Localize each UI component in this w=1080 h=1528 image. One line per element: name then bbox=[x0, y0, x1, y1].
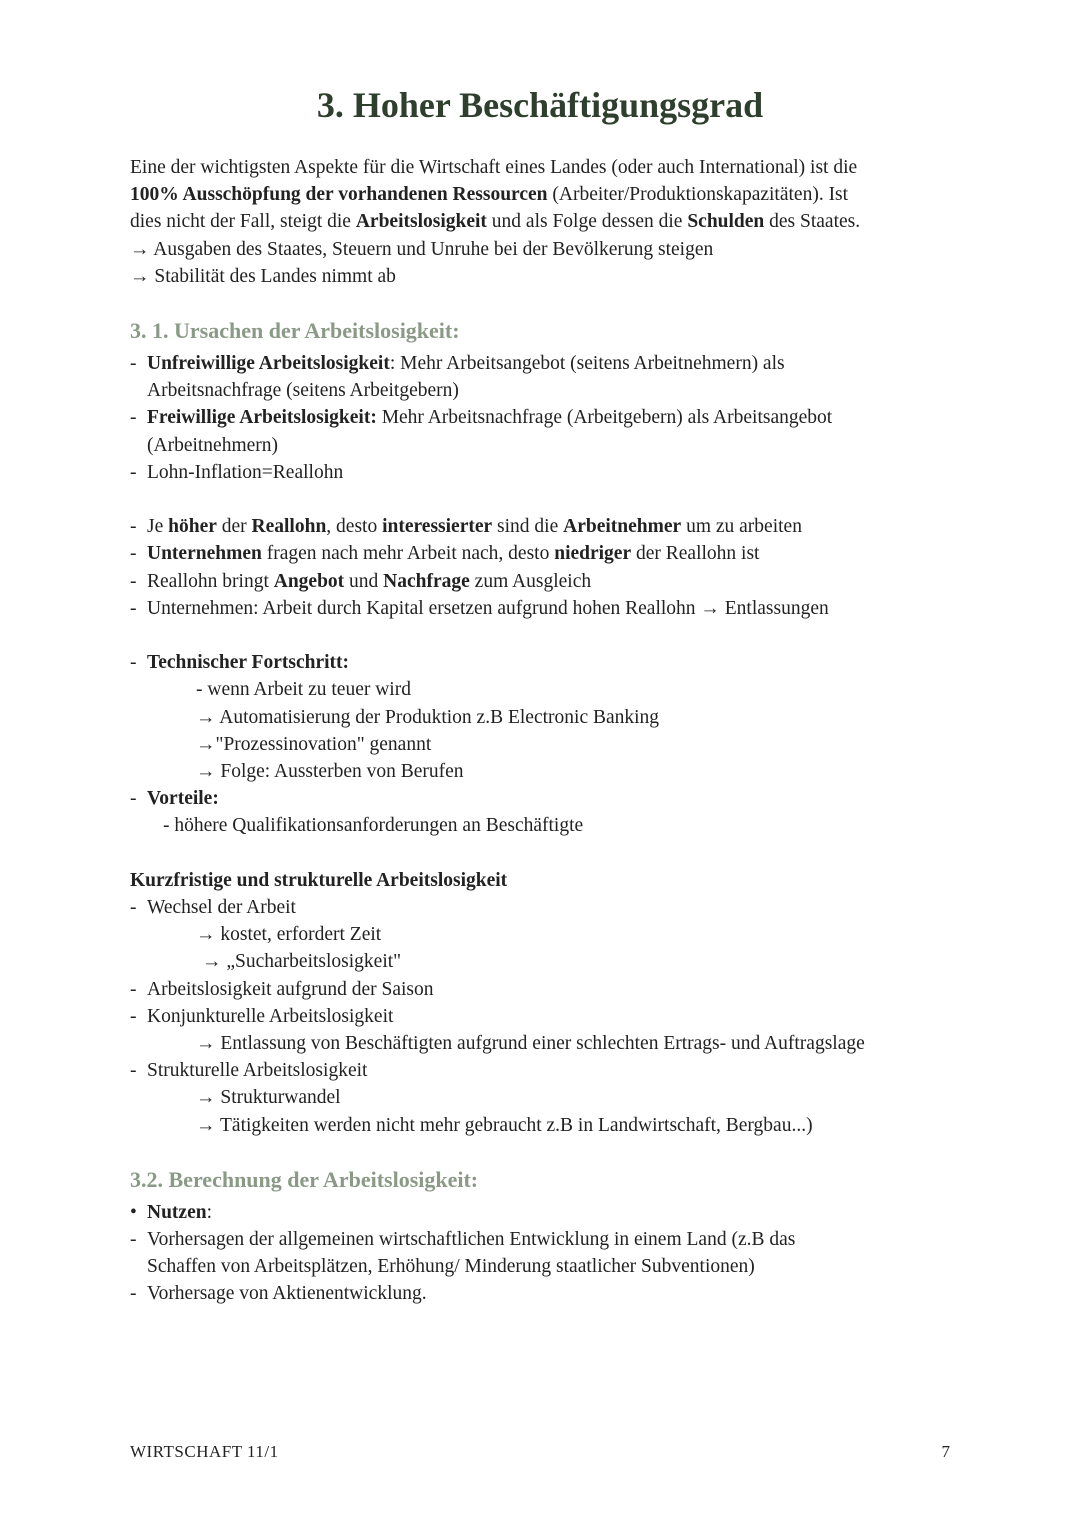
list-item: - Strukturelle Arbeitslosigkeit bbox=[130, 1060, 368, 1082]
item-text: Lohn-Inflation=Reallohn bbox=[147, 461, 344, 483]
list-item: - Unternehmen fragen nach mehr Arbeit nach, desto niedriger der Reallohn ist bbox=[130, 543, 760, 565]
item-bold: Unfreiwillige Arbeitslosigkeit bbox=[147, 353, 390, 375]
item-text: fragen nach mehr Arbeit nach, desto bbox=[261, 543, 555, 565]
item-text: Vorhersagen der allgemeinen wirtschaftlichen Entwicklung in einem Land (z.B das bbox=[147, 1229, 796, 1251]
intro-text: und als Folge dessen die bbox=[486, 211, 688, 233]
item-text: : bbox=[206, 1201, 212, 1223]
section-heading-3-1: 3. 1. Ursachen der Arbeitslosigkeit: bbox=[130, 318, 460, 344]
intro-line: → Stabilität des Landes nimmt ab bbox=[130, 265, 396, 287]
page-title: 3. Hoher Beschäftigungsgrad bbox=[316, 85, 764, 125]
item-text: Arbeitsnachfrage (seitens Arbeitgebern) bbox=[147, 380, 459, 402]
list-item: - Konjunkturelle Arbeitslosigkeit bbox=[130, 1005, 394, 1027]
sub-item: - wenn Arbeit zu teuer wird bbox=[196, 679, 411, 701]
item-text: sind die bbox=[492, 516, 564, 538]
item-text: Konjunkturelle Arbeitslosigkeit bbox=[147, 1005, 394, 1027]
intro-bold: Arbeitslosigkeit bbox=[355, 211, 487, 233]
list-item: - Vorteile: bbox=[130, 788, 219, 810]
list-item: - Vorhersage von Aktienentwicklung. bbox=[130, 1283, 427, 1305]
intro-line bbox=[130, 208, 960, 235]
item-bold: Nutzen bbox=[147, 1201, 207, 1223]
item-bold: Kurzfristige und strukturelle Arbeitslosigkeit bbox=[130, 869, 508, 891]
intro-line: → Ausgaben des Staates, Steuern und Unruhe bei der Bevölkerung steigen bbox=[130, 238, 714, 260]
intro-text: (Arbeiter/Produktionskapazitäten). Ist bbox=[547, 184, 849, 206]
list-item: - Freiwillige Arbeitslosigkeit: Mehr Arbeitsnachfrage (Arbeitgebern) als Arbeitsangebot (Arbeitnehmern) bbox=[130, 407, 833, 456]
sub-item: → Entlassung von Beschäftigten aufgrund einer schlechten Ertrags- und Auftragslage bbox=[196, 1033, 865, 1055]
intro-text: Eine der wichtigsten Aspekte für die Wirtschaft eines Landes (oder auch International) ist die bbox=[130, 157, 858, 178]
intro-line bbox=[130, 154, 960, 181]
item-text: : Mehr Arbeitsangebot (seitens Arbeitnehmern) als bbox=[389, 353, 785, 375]
item-bold: niedriger bbox=[554, 543, 632, 565]
section-heading-3-2: 3.2. Berechnung der Arbeitslosigkeit: bbox=[130, 1166, 479, 1192]
list-item: - Technischer Fortschritt: bbox=[130, 652, 350, 674]
intro-text: dies nicht der Fall, steigt die bbox=[130, 211, 356, 233]
sub-item: → Strukturwandel bbox=[196, 1087, 341, 1109]
sub-item: → Folge: Aussterben von Berufen bbox=[196, 761, 464, 783]
item-text: Reallohn bringt bbox=[147, 570, 274, 592]
list-item: - Reallohn bringt Angebot und Nachfrage zum Ausgleich bbox=[130, 570, 592, 592]
item-text: Schaffen von Arbeitsplätzen, Erhöhung/ Minderung staatlicher Subventionen) bbox=[147, 1256, 755, 1278]
item-bold: Unternehmen bbox=[147, 543, 262, 565]
sub-item: - höhere Qualifikationsanforderungen an Beschäftigte bbox=[163, 815, 584, 837]
item-text: Unternehmen: Arbeit durch Kapital ersetzen aufgrund hohen Reallohn → Entlassungen bbox=[147, 597, 829, 619]
item-text: Arbeitslosigkeit aufgrund der Saison bbox=[147, 978, 434, 1000]
item-text: Strukturelle Arbeitslosigkeit bbox=[147, 1060, 368, 1082]
document-body bbox=[130, 154, 960, 1308]
intro-text: des Staates. bbox=[764, 211, 861, 233]
sub-item: → Tätigkeiten werden nicht mehr gebraucht z.B in Landwirtschaft, Bergbau...) bbox=[196, 1114, 813, 1136]
intro-bold: Schulden bbox=[687, 211, 765, 233]
list-item: - Vorhersagen der allgemeinen wirtschaftlichen Entwicklung in einem Land (z.B das Schaffen von Arbeitsplätzen, Erhöhung/ Minderung staatlicher Subventionen) bbox=[130, 1229, 796, 1278]
list-item: - Unfreiwillige Arbeitslosigkeit: Mehr Arbeitsangebot (seitens Arbeitnehmern) als Arbeitsnachfrage (seitens Arbeitgebern) bbox=[130, 353, 785, 402]
item-bold: Freiwillige Arbeitslosigkeit: bbox=[147, 407, 377, 429]
item-text: der Reallohn ist bbox=[631, 543, 760, 565]
item-text: zum Ausgleich bbox=[469, 570, 592, 592]
item-text: Je bbox=[147, 516, 169, 538]
sub-item: → Automatisierung der Produktion z.B Electronic Banking bbox=[196, 706, 660, 728]
item-text: um zu arbeiten bbox=[681, 516, 802, 538]
intro-bold: 100% Ausschöpfung der vorhandenen Ressourcen bbox=[130, 184, 548, 206]
footer-subject: WIRTSCHAFT 11/1 bbox=[130, 1442, 279, 1461]
item-bold: Vorteile: bbox=[147, 788, 219, 810]
list-item: - Arbeitslosigkeit aufgrund der Saison bbox=[130, 978, 434, 1000]
sub-item: →"Prozessinovation" genannt bbox=[196, 733, 432, 755]
item-bold: interessierter bbox=[382, 516, 493, 538]
list-item: • Nutzen: bbox=[130, 1201, 212, 1223]
item-bold: Nachfrage bbox=[383, 570, 470, 592]
page-number: 7 bbox=[941, 1442, 950, 1461]
list-item: - Wechsel der Arbeit bbox=[130, 897, 296, 919]
intro-line bbox=[130, 181, 960, 208]
item-text: und bbox=[344, 570, 384, 592]
list-item: - Lohn-Inflation=Reallohn bbox=[130, 461, 344, 483]
sub-item: → kostet, erfordert Zeit bbox=[196, 924, 382, 946]
item-text: (Arbeitnehmern) bbox=[147, 434, 279, 456]
item-bold: Technischer Fortschritt: bbox=[147, 652, 350, 674]
list-item: - Je höher der Reallohn, desto interessierter sind die Arbeitnehmer um zu arbeiten bbox=[130, 516, 802, 538]
item-text: , desto bbox=[326, 516, 383, 538]
item-bold: Arbeitnehmer bbox=[563, 516, 682, 538]
item-bold: Angebot bbox=[273, 570, 345, 592]
item-bold: höher bbox=[168, 516, 217, 538]
sub-item: → „Sucharbeitslosigkeit" bbox=[202, 951, 402, 973]
item-text: Mehr Arbeitsnachfrage (Arbeitgebern) als Arbeitsangebot bbox=[376, 407, 833, 429]
item-text: der bbox=[216, 516, 252, 538]
item-bold: Reallohn bbox=[251, 516, 327, 538]
subheading bbox=[130, 867, 960, 894]
item-text: Wechsel der Arbeit bbox=[147, 897, 296, 919]
list-item: - Unternehmen: Arbeit durch Kapital ersetzen aufgrund hohen Reallohn → Entlassungen bbox=[130, 597, 829, 619]
item-text: Vorhersage von Aktienentwicklung. bbox=[147, 1283, 427, 1305]
